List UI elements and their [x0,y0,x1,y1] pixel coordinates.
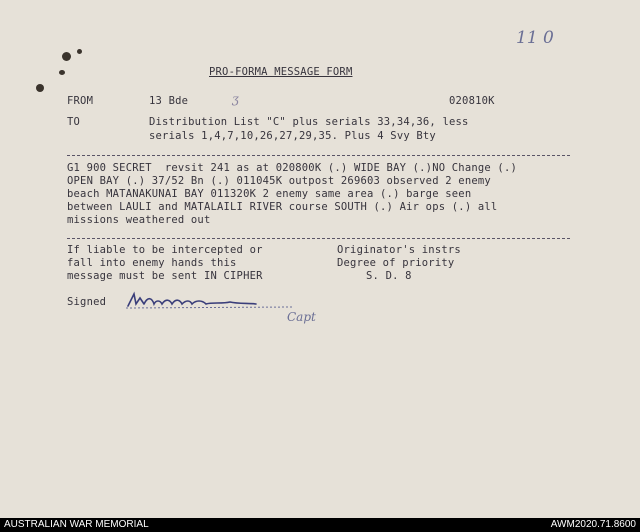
warning-line: If liable to be intercepted or [67,244,263,256]
date-time-group: 020810K [449,95,495,107]
to-line-2: serials 1,4,7,10,26,27,29,35. Plus 4 Svy Bty [149,130,436,142]
originator-line: Originator's instrs [337,244,461,256]
originator-line: Degree of priority [337,257,455,269]
warning-line: message must be sent IN CIPHER [67,270,263,282]
footer-right: AWM2020.71.8600 [550,519,636,530]
punch-hole [62,52,71,61]
punch-hole [59,70,65,75]
to-line-1: Distribution List "C" plus serials 33,34,36, less [149,116,469,128]
from-value: 13 Bde [149,95,189,107]
from-label: FROM [67,95,94,107]
body-line: OPEN BAY (.) 37/52 Bn (.) 011045K outpost 269603 observed 2 enemy [67,175,491,187]
rank-annotation: Capt [287,310,316,324]
body-line: beach MATANAKUNAI BAY 011320K 2 enemy same area (.) barge seen [67,188,472,200]
footer-bar [0,518,640,532]
signature-icon [122,286,302,316]
to-label: TO [67,116,81,128]
form-title: PRO-FORMA MESSAGE FORM [209,66,353,78]
body-line: G1 900 SECRET revsit 241 as at 020800K (.) WIDE BAY (.)NO Change (.) [67,162,517,174]
faint-mark: ʒ [232,92,239,106]
handwritten-number: 11 0 [516,28,554,48]
body-line: between LAULI and MATALAILI RIVER course SOUTH (.) Air ops (.) all [67,201,498,213]
punch-hole [77,49,82,54]
warning-line: fall into enemy hands this [67,257,237,269]
punch-hole [36,84,44,92]
originator-line: S. D. 8 [366,270,412,282]
divider-bottom [67,238,570,239]
divider-top [67,155,570,156]
body-line: missions weathered out [67,214,211,226]
footer-left: AUSTRALIAN WAR MEMORIAL [4,519,149,530]
signed-label: Signed [67,296,107,308]
